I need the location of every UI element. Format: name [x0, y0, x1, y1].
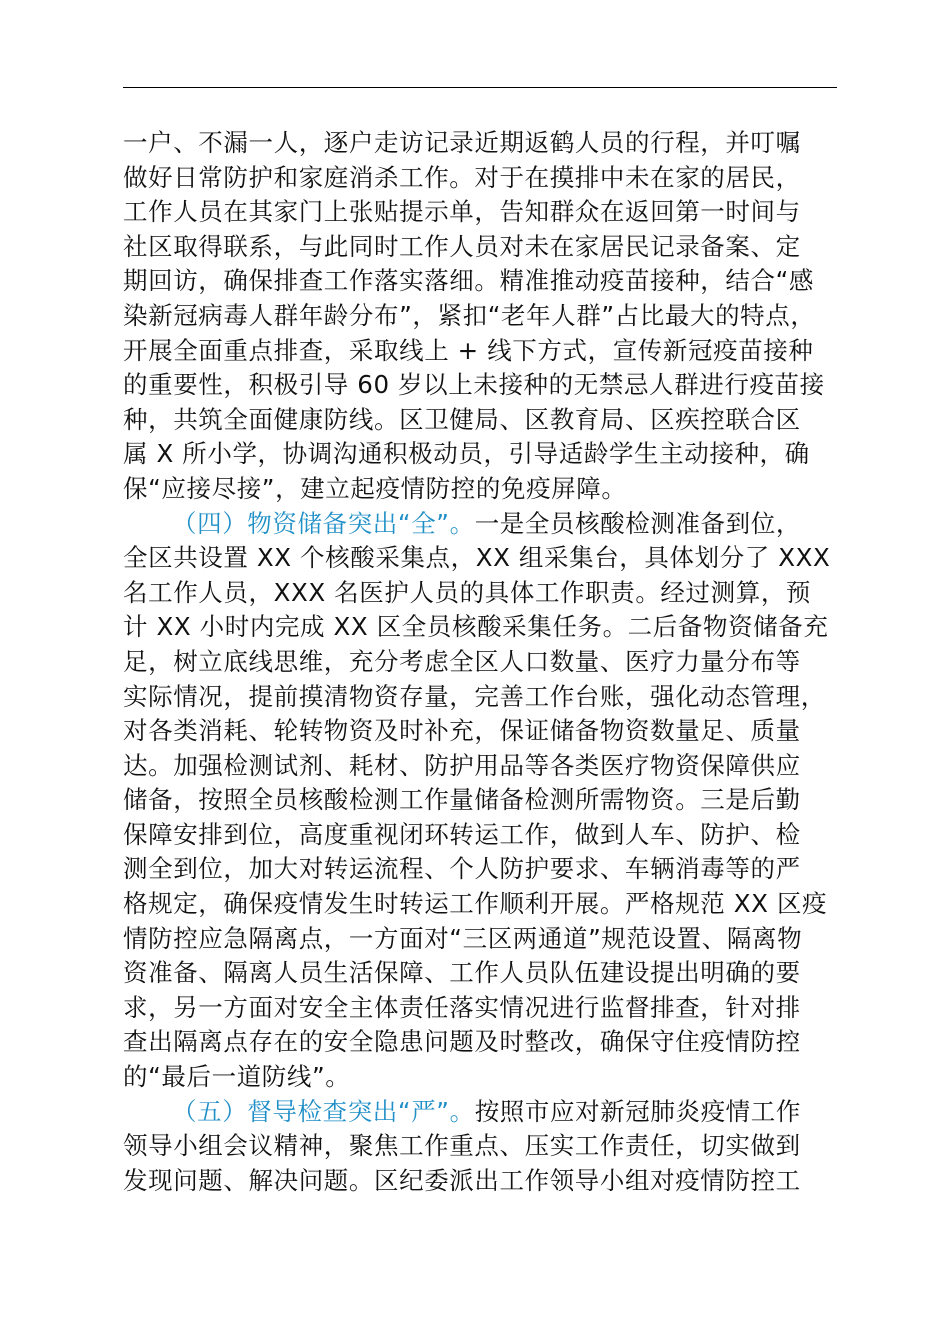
paragraph: [123, 507, 853, 1095]
text-line: 开展全面重点排查，采取线上 + 线下方式，宣传新冠疫苗接种: [123, 335, 814, 365]
text-line: 期回访，确保排查工作落实落细。精准推动疫苗接种，结合“感: [123, 266, 814, 296]
text-line: 测全到位，加大对转运流程、个人防护要求、车辆消毒等的严: [123, 854, 801, 884]
text-line: 名工作人员，XXX 名医护人员的具体工作职责。经过测算，预: [123, 577, 812, 607]
text-line: 求，另一方面对安全主体责任落实情况进行监督排查，针对排: [123, 992, 801, 1022]
section-heading: （四）物资储备突出“全”。: [172, 508, 475, 538]
paragraph: [123, 126, 853, 507]
text-line: 做好日常防护和家庭消杀工作。对于在摸排中未在家的居民，: [123, 162, 801, 192]
text-line: 工作人员在其家门上张贴提示单，告知群众在返回第一时间与: [123, 197, 801, 227]
text-line: 保障安排到位，高度重视闭环转运工作，做到人车、防护、检: [123, 819, 801, 849]
text-line: 全区共设置 XX 个核酸采集点，XX 组采集台，具体划分了 XXX: [123, 543, 831, 573]
text-line: 达。加强检测试剂、耗材、防护用品等各类医疗物资保障供应: [123, 750, 801, 780]
text-line: 足，树立底线思维，充分考虑全区人口数量、医疗力量分布等: [123, 646, 801, 676]
text-line: 染新冠病毒人群年龄分布”，紧扣“老年人群”占比最大的特点，: [123, 300, 816, 330]
text-line: 计 XX 小时内完成 XX 区全员核酸采集任务。二后备物资储备充: [123, 612, 829, 642]
text-line: 社区取得联系，与此同时工作人员对未在家居民记录备案、定: [123, 231, 801, 261]
text-line: 的重要性，积极引导 60 岁以上未接种的无禁忌人群进行疫苗接: [123, 370, 825, 400]
text-line: 一户、不漏一人，逐户走访记录近期返鹤人员的行程，并叮嘱: [123, 128, 801, 157]
text-line: 储备，按照全员核酸检测工作量储备检测所需物资。三是后勤: [123, 785, 801, 815]
text-line: 格规定，确保疫情发生时转运工作顺利开展。严格规范 XX 区疫: [123, 889, 828, 919]
text-line: 对各类消耗、轮转物资及时补充，保证储备物资数量足、质量: [123, 716, 801, 746]
section-heading: （五）督导检查突出“严”。: [172, 1096, 475, 1126]
text-line: 实际情况，提前摸清物资存量，完善工作台账，强化动态管理，: [123, 681, 826, 711]
text-line: [123, 1095, 853, 1130]
line-text: 按照市应对新冠肺炎疫情工作: [474, 1096, 801, 1126]
text-line: [123, 507, 853, 542]
text-line: 的“最后一道防线”。: [123, 1062, 351, 1092]
text-line: 种，共筑全面健康防线。区卫健局、区教育局、区疾控联合区: [123, 404, 801, 434]
text-line: 属 X 所小学，协调沟通积极动员，引导适龄学生主动接种，确: [123, 439, 810, 469]
header-rule: [123, 87, 837, 88]
text-line: 情防控应急隔离点，一方面对“三区两通道”规范设置、隔离物: [123, 923, 803, 953]
document-body: [123, 126, 853, 1198]
text-line: 资准备、隔离人员生活保障、工作人员队伍建设提出明确的要: [123, 958, 801, 988]
text-line: 保“应接尽接”，建立起疫情防控的免疫屏障。: [123, 473, 627, 503]
line-text: 一是全员核酸检测准备到位，: [474, 508, 801, 538]
text-line: 查出隔离点存在的安全隐患问题及时整改，确保守住疫情防控: [123, 1027, 801, 1057]
text-line: 领导小组会议精神，聚焦工作重点、压实工作责任，切实做到: [123, 1131, 801, 1161]
text-line: 发现问题、解决问题。区纪委派出工作领导小组对疫情防控工: [123, 1165, 801, 1195]
paragraph: [123, 1095, 853, 1199]
